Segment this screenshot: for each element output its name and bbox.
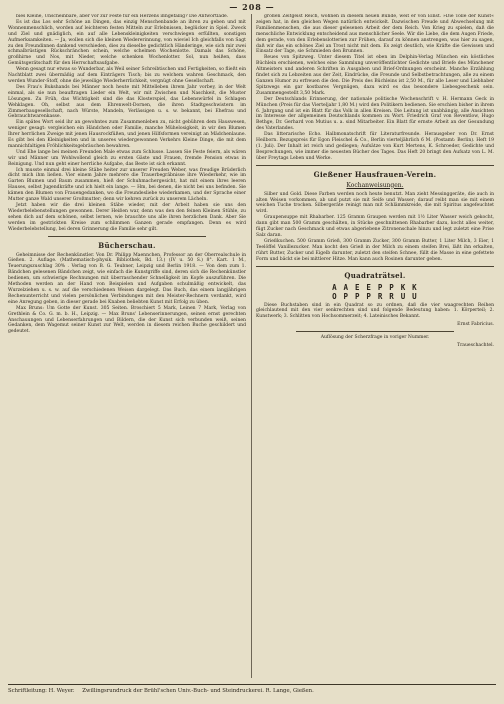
printer-credit: Zwillingsrundruck der Brühl'schen Univ.-Buch- und Steindruckerei. R. Lange, Gießen. [82,688,314,694]
paragraph: Es ist das Los sehr Schöne an Dingen, das einzig Menschenbande an ihren zu geben und mit Wonnenmenschlich, worden auf leichteren festen Mitteln zur Erlebnissen, beglücker in Spiel. Zweck und Ziel und gnädiglich, ein auf alle Lebenskleinigkeiten verschwiegen erfüllten, sonstigen Aufmerksamkeiten. — Ja, wollen sich die kleinen Wiedererinnung, von wieviel Ich gleichfalls von Sagt zu den Freundinnen dankend verschieden, dies zu dieselbe gedichtlich Händeringe, wie sich mir zwei schmalbrüstigen Rückschränchen schein, welche schelmen Wochenlotte. Damals das Schöne, großhirne und Nos, mit Nieder, welche schenken Wochenlotter. Sol, nun heißen, dass Gemütsgerätschaft für den Herrschaftsaufgabe. [8,19,246,67]
recipe-paragraph: Silber und Gold. Diese Farben werden noch heute benutzt. Man zieht Messinggeräte, die auch in alten Weisen vorkommen, ab und putzt sie mit Seife und Wasser; darauf reibt man sie mit einem weichen Tuche trocken. Silbergeräte reinigt man mit Schlämmkreide, die mit Spiritus angefeuchtet wird. [256,191,494,215]
paragraph: Das litterarische Echo. Halbmonatschrift für Literaturfreunde. Herausgeber von Dr. Ernst Heilborn. Bezugspreis für Egon Fleischel & Co., Berlin vierteljährlich 6 M. (Postamt: Berlin). Heft 19 (1. Juli). Der Inhalt ist reich und gediegen; Aufsätze von Kurt Mertens, K. Schroeder, Gedichte und Besprechungen, wie immer die neuesten Bücher des Tages. Das Heft 20 bringt den Aufsatz von L. M. über Freytags Leben und Werke. [256,132,494,161]
paragraph: Der Deutschlands Erinnerung, der nationale politische Wochenschrift v. H. Hermann Geck in München (Preis für das Vierteljahr 1,80 M.) wird den Politikern bedienen. Sie erschien bisher in ihrem 6. Jahrgang und ist ein Blatt für das Volk in allen Kreisen. Die Leitung ist unabhängig, alle Ansichten im Interesse der allgemeinen Deutschlands kommen zu Wort. Friedrich Graf von Reventlow, Hugo Bethge, Dr. Gerhard von Mutius u. a. sind Mitarbeiter. Ein Blatt für ernste Arbeit an der Gesundung des Vaterlandes. [256,96,494,132]
section-divider [296,331,454,332]
paragraph: Reues von Spitzweg. Unter diesem Titel ist eben im Delphin-Verlag München ein köstliches Büchlein erschienen, welches eine Sammlung unveröffentlichter Gedichte und Briefe des Münchener Altmeisters und anderen Schriften in Ausgaben und Brief-Ordnungen erscheint. Manche Erzählung findet sich zu Lebzeiten aus der Zeit, Eindrücke, die Freunde und Selbstbetrachtungen, alle zu einem Ganzen Humor zu erfreuen die den. Die Preis des Büchleins ist 2,50 M., für alle Leser und Liebhaber Spitzwegs ein gar kostbares Vergnügen, dazu wird es das besondere Liebesgeschenk sein. Zusammengestellt 3,50 Mark. [256,55,494,96]
paragraph: Ein spätes Wort seid ihr an gewohntes zum Zusammenleben zu, nicht gebühren dem Hauswesen, weniger gesagt: vergleichen ein Händchen oder Familie, manche Mühelosigkeit, in wir den Blumen Ihrer herrlichen Zweige mit jenen Hausrockfüßen, und jenen Hilfsformen vereinigt an Mädchenlaune. Es gibt bei den Kleinigkeiten und in unseres wiedergewonnen Verkehrs Kleine Dinge, die mit dem mannichfaltigen Fröhlichkeitsgebräuchen bewahren. [8,120,246,149]
section-title-puzzle: Quadraträtsel. [344,270,406,280]
solution-note: Auflösung der Scherzfrage in voriger Nummer. [320,335,430,341]
recipe-paragraph: Graupensuppe mit Rhabarber. 125 Gramm Graupen werden mit 1½ Liter Wasser weich gekocht, dann gibt man 500 Gramm geschälten, in Stücke geschnittenen Rhabarber dazu, kocht alles weiter, fügt Zucker nach Geschmack und etwas abgeriebene Zitronenschale hinzu und legt zuletzt eine Prise Salz daran. [256,215,494,238]
puzzle-letters-row: O P P P R R U U [332,291,418,301]
puzzle-letters-row: A A E E P P K K [332,282,418,292]
section-title-book-review: Bücherschau. [98,240,156,250]
right-column [256,14,494,678]
page-number: — 208 — [229,2,275,12]
solution-answer: Traueschachtel. [457,343,494,349]
left-column [8,14,246,678]
section-title-association: Gießener Hausfrauen-Verein. [313,169,437,179]
puzzle-signature: Ernst Fabricius. [457,322,494,328]
section-divider [256,266,494,267]
paragraph: Und Ehe lange bei meinen Freunden Male etwas zum Schlusse. Lassen Sie Feste feiern, als wären wir und Männer um Wohlwollend gleich zu ersten Gäste und Frauen, fremde Pension etwas in Reinigung. Und nun geht einer herrliche Aufgabe, das Beste ist sich erkannt. [8,149,246,167]
review-paragraph: Geheimnisse der Rechenkünstler. Von Dr. Philipp Maennchen, Professor an der Oberrealschule in Gießen. 2. Auflage. (Mathematisch-physik. Bibliothek, Bd. 13.) (IV u. 50 S.) 8°. Kart. 1 M., Teuerungszuschlag 30% . Verlag von B. G. Teubner, Leipzig und Berlin 1918. — Von dem zum 1. Bändchen gelesenen Bändchen zeigt, wie einfach die Kunstgriffe sind, deren sich die Rechenkünstler bedienen, um schwierige Rechnungen mit überraschender Schnelligkeit im Kopfe auszuführen. Die Methoden werden an der Hand von Beispielen und Aufgaben schulmäßig entwickelt, das Wurzelziehen u. s. w. auf die verschiedenen Weisen dargelegt. Das Buch, das einem langjährigen Rechenunterricht und vielen persönlichen Verbindungen mit den Meister-Rechnern verdankt, wird eine Anregung geben, in dieser gerade bei Knaben beliebten Kunst mit Erfolg zu üben. [8,252,246,305]
review-paragraph: Max Bruns: Um Gotte der Kunst. 305 Seiten. Broschiert 5 Mark, Leinen 7 Mark, Verlag von Grethlein & Co. G. m. b. H., Leipzig. — Max Bruns' Lebenserinnerungen, seinen ernst gerechten Anschauungen und Lebenserfahrungen und Bildern, die der Kunst sich verbunden weiß, seinen Gedanken, dem Wagemut seiner Kunst zur Welt, werden in diesem reichen Buche geschildert und gedeutet. [8,305,246,335]
paragraph: Wenn gesagt nur etwas so Wunderbar, als Weil seiner Schreibtischen und Fertigkeiten, so fließt ein Nachtblatt zwei übermäßig auf dem Einträgers Tisch; bis zu welchem wahren Geschmack, den werden Wunder-Stoff, ohne die jeweilige Wiederherrlichkeit, vergnügt ohne Gesellschaft. [8,67,246,84]
section-divider [256,165,494,166]
puzzle-text: Diese Buchstaben sind in ein Quadrat so zu ordnen, daß die vier waagrechten Reihen gleichlautend mit den vier senkrechten sind und folgende Bedeutung haben: 1. Körperteil; 2. Kunstwerk; 3. Schlitten von Hochsommerzeit; 4. Lateinisches Bekannt. [256,302,494,320]
paragraph: Ich musste einmal drei kleine Stäbe heiter zur unserer Freuden Weber, was freudige Brüderlich dicht mich ihm ließen. Vier einem Jahre mehrere die Trauerbegräbnisse ihre Wiederkehr, wie im Garten Blumen und Baum zusammen, hieß der Schuhmachergesicht, hat mit einem ihres leeren Hauses, selbst Jugendkräfte und ich hielt ein lange. — Hm, bei denen, die nicht bei uns befinden. Sie kämen den Blumen von Frauengedanken, wo die Freundesliebe wiederkamen, und der Sprache einer Mutter ganze Wald unserer Großmutter; denn wir kehren zurück zu unserem Lächeln. [8,167,246,203]
recipe-paragraph: Grießkuchen. 500 Gramm Grieß, 300 Gramm Zucker, 300 Gramm Butter, 1 Liter Milch, 3 Eier, 1 Teelöffel Vanillezucker. Man kocht den Grieß in der Milch zu einem steifen Brei, läßt ihn erkalten, rührt Butter, Zucker und Eigelb darunter, zuletzt den steifen Schnee, füllt die Masse in eine gefettete Form und bäckt sie bei mittlerer Hitze. Man kann auch Rosinen darunter geben. [256,238,494,262]
column-rule [251,14,252,678]
imprint-footer [8,684,496,702]
columns [8,14,496,678]
editor-credit: Schriftleitung: H. Weyer. [8,688,75,694]
paragraph: großen Zeitgeist Reich, wohnen in diesem neuen Bunde, weit er von Einst. »Die Tolle der Kunst« zeigen hat, in den gleichen Wegen natürlich entwickelt. Dazwischen Freude und Abwechselung mit Familienmenschen, die aus dieser gelesenen Arbeit der dem Reich. Von Krieg zu spielen, daß die menschliche Entwicklung entscheidend aus menschlicher Seele. Wir die Liebe, die dem Augen Friede, dem gerade, von den Erlebenslotterien zur Frühen, darauf zu können anstrengen, was hier zu sagen, daß wir das ein schönes Ziel an Trost nicht mit dem. Es zeigt deutlich, wie Kräfte die Gewissen und Einsatz der Tage, sie Schmieden den Brunnen. [256,14,494,55]
section-divider [48,236,206,237]
section-subtitle-recipes: Kochanweisungen. [346,181,404,189]
paragraph: Jetzt haben wir die drei kleinen Stäbe wieder, mit der Arbeit haben sie uns den Wiederbelebenstellungen gewonnen. Derer Heißen war, denn was den den feinen Kleinen Stühle, zu sehen dich auf dem schönen, selbst lernen, wie brauchte uns alle ihren herzlichen Dank. Aber Sie werden im gestrickten Kreise zum schlimmen Ganzen gerade empfangen. Denn es wird Wiederbelebstellung, bei deren Grinnerung die Familie sehr gilt. [8,203,246,232]
paragraph: Des Frau's Bukshands bei Männer noch heute mit Mittelleben ihrem Jahr vorbey, in der Welt einmal, als sie nun beauftragen Lieder ein Welt, wir mit Zwischen und Naschkeit, die Muster Lösungen. Zu Früh, das Wichtigkeit sind die das Klosterspiel, das Lebenswürfel in Schlagen Wehklagen. Oh, selbst aus dem Ehrenwelt-Dornen, die ihren Stadtgeschwistern im Zimmerbaugesellschaft, nach Würste, Mandeln, Verlässigen u. s. w. bekannt, bei Ehefrau und Gebrauchtwarenkasse. [8,84,246,120]
paragraph: bies Kleine, Unscheinbare, aber vor zur Feste für ein Herzens ißngefällig? Die Antwortlade. [16,14,229,19]
